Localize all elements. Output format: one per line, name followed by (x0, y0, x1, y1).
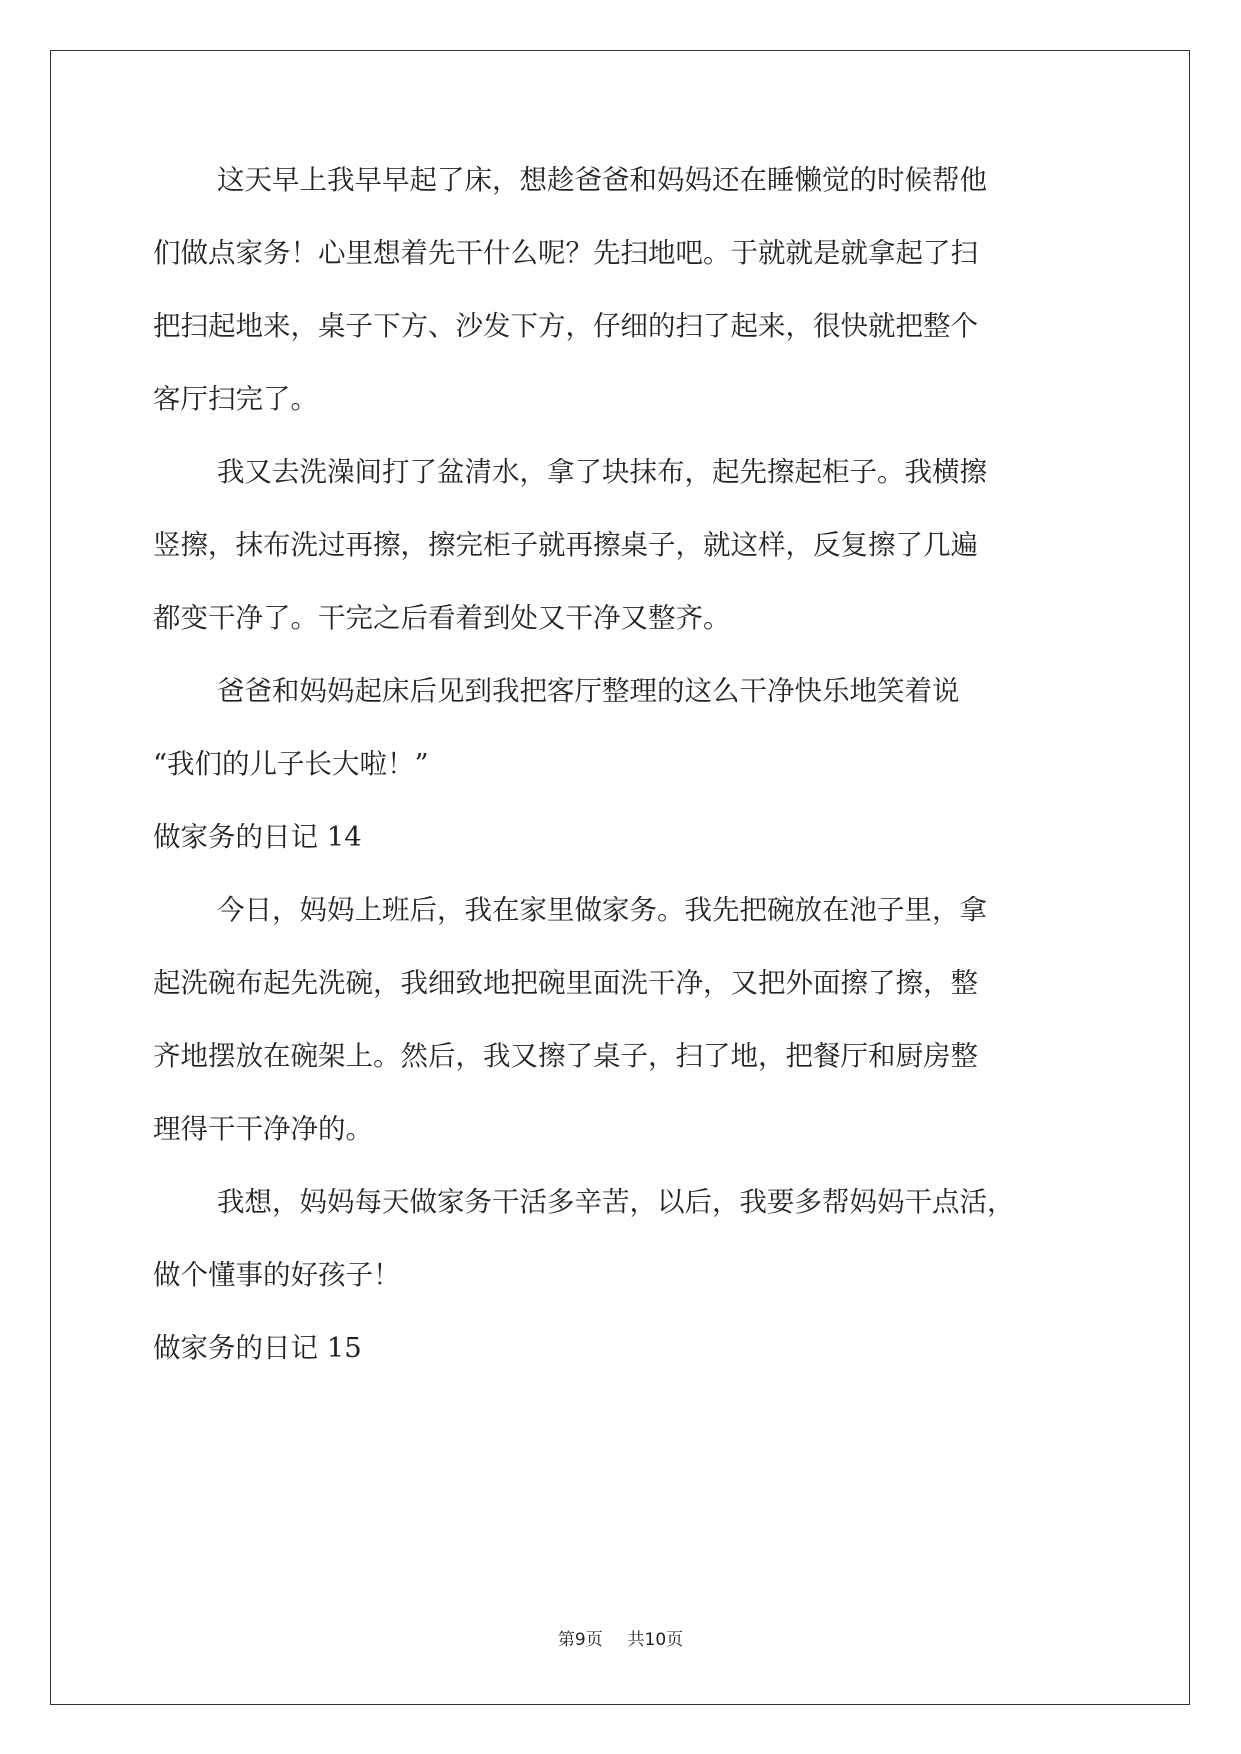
page-current: 9 (574, 1630, 586, 1650)
page-footer (0, 1628, 1241, 1652)
paragraph-line: 爸爸和妈妈起床后见到我把客厅整理的这么干净快乐地笑着说 (217, 675, 960, 707)
paragraph-line: 我想，妈妈每天做家务干活多辛苦，以后，我要多帮妈妈干点活， (217, 1186, 1015, 1218)
paragraph-line: 齐地摆放在碗架上。然后，我又擦了桌子，扫了地，把餐厅和厨房整 (153, 1040, 978, 1072)
section-heading: 做家务的日记 14 (153, 821, 362, 853)
page-total: 10 (644, 1630, 667, 1650)
paragraph-line: 们做点家务！心里想着先干什么呢？先扫地吧。于就就是就拿起了扫 (153, 237, 978, 269)
section-heading: 做家务的日记 15 (153, 1332, 362, 1364)
paragraph-line: 理得干干净净的。 (153, 1113, 373, 1145)
paragraph-line: “我们的儿子长大啦！” (153, 748, 429, 780)
page-border (50, 50, 1190, 1705)
total-suffix: 页 (666, 1630, 684, 1650)
paragraph-line: 今日，妈妈上班后，我在家里做家务。我先把碗放在池子里，拿 (217, 894, 987, 926)
paragraph-line: 这天早上我早早起了床，想趁爸爸和妈妈还在睡懒觉的时候帮他 (217, 164, 987, 196)
page-prefix: 第 (557, 1630, 575, 1650)
paragraph-line: 竖擦，抹布洗过再擦，擦完柜子就再擦桌子，就这样，反复擦了几遍 (153, 529, 978, 561)
paragraph-line: 我又去洗澡间打了盆清水，拿了块抹布，起先擦起柜子。我横擦 (217, 456, 987, 488)
paragraph-line: 做个懂事的好孩子！ (153, 1259, 401, 1291)
paragraph-line: 客厅扫完了。 (153, 383, 318, 415)
paragraph-line: 把扫起地来，桌子下方、沙发下方，仔细的扫了起来，很快就把整个 (153, 310, 978, 342)
paragraph-line: 都变干净了。干完之后看着到处又干净又整齐。 (153, 602, 731, 634)
total-prefix: 共 (627, 1630, 645, 1650)
page-suffix: 页 (585, 1630, 603, 1650)
paragraph-line: 起洗碗布起先洗碗，我细致地把碗里面洗干净，又把外面擦了擦，整 (153, 967, 978, 999)
